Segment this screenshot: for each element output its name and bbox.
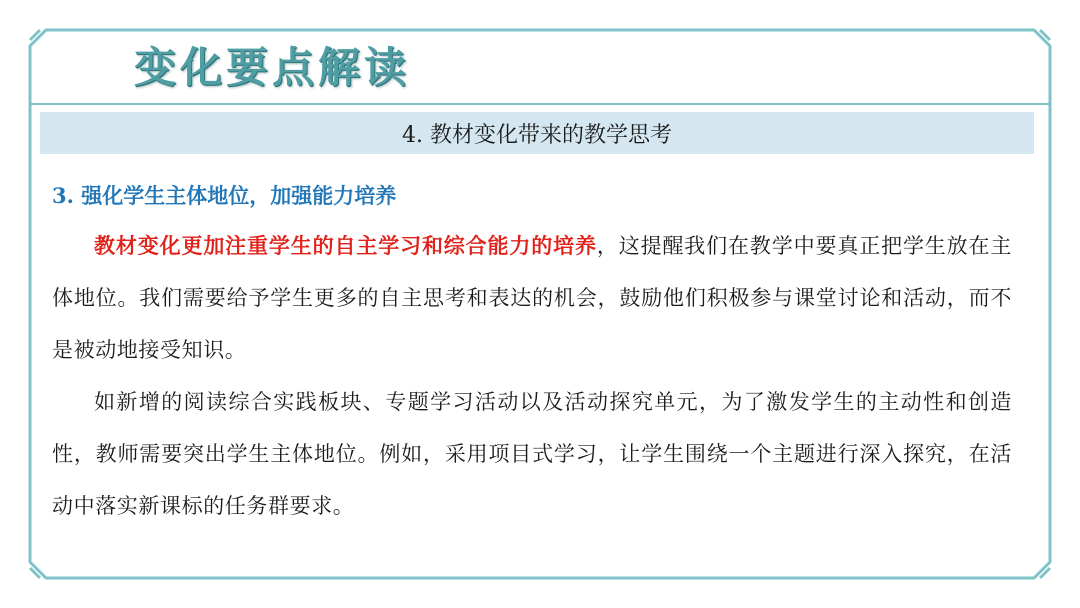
paragraph-1 <box>52 220 1012 376</box>
section-heading: 3. 强化学生主体地位，加强能力培养 <box>52 183 397 208</box>
subheader-bar <box>40 112 1034 154</box>
highlight-text: 教材变化更加注重学生的自主学习和综合能力的培养 <box>94 233 597 258</box>
paragraph-1-rest: ，这提醒我们在教学中要真正把学生放在主体地位。我们需要给予学生更多的自主思考和表达的机会，鼓励他们积极参与课堂讨论和活动，而不是被动地接受知识。 <box>52 234 1012 362</box>
subheader-text: 4. 教材变化带来的教学思考 <box>402 122 672 148</box>
content-area <box>52 176 1012 532</box>
paragraph-2: 如新增的阅读综合实践板块、专题学习活动以及活动探究单元，为了激发学生的主动性和创造性，教师需要突出学生主体地位。例如，采用项目式学习，让学生围绕一个主题进行深入探究，在活动中落实新课标的任务群要求。 <box>52 390 1012 518</box>
page-title: 变化要点解读 <box>134 43 411 92</box>
